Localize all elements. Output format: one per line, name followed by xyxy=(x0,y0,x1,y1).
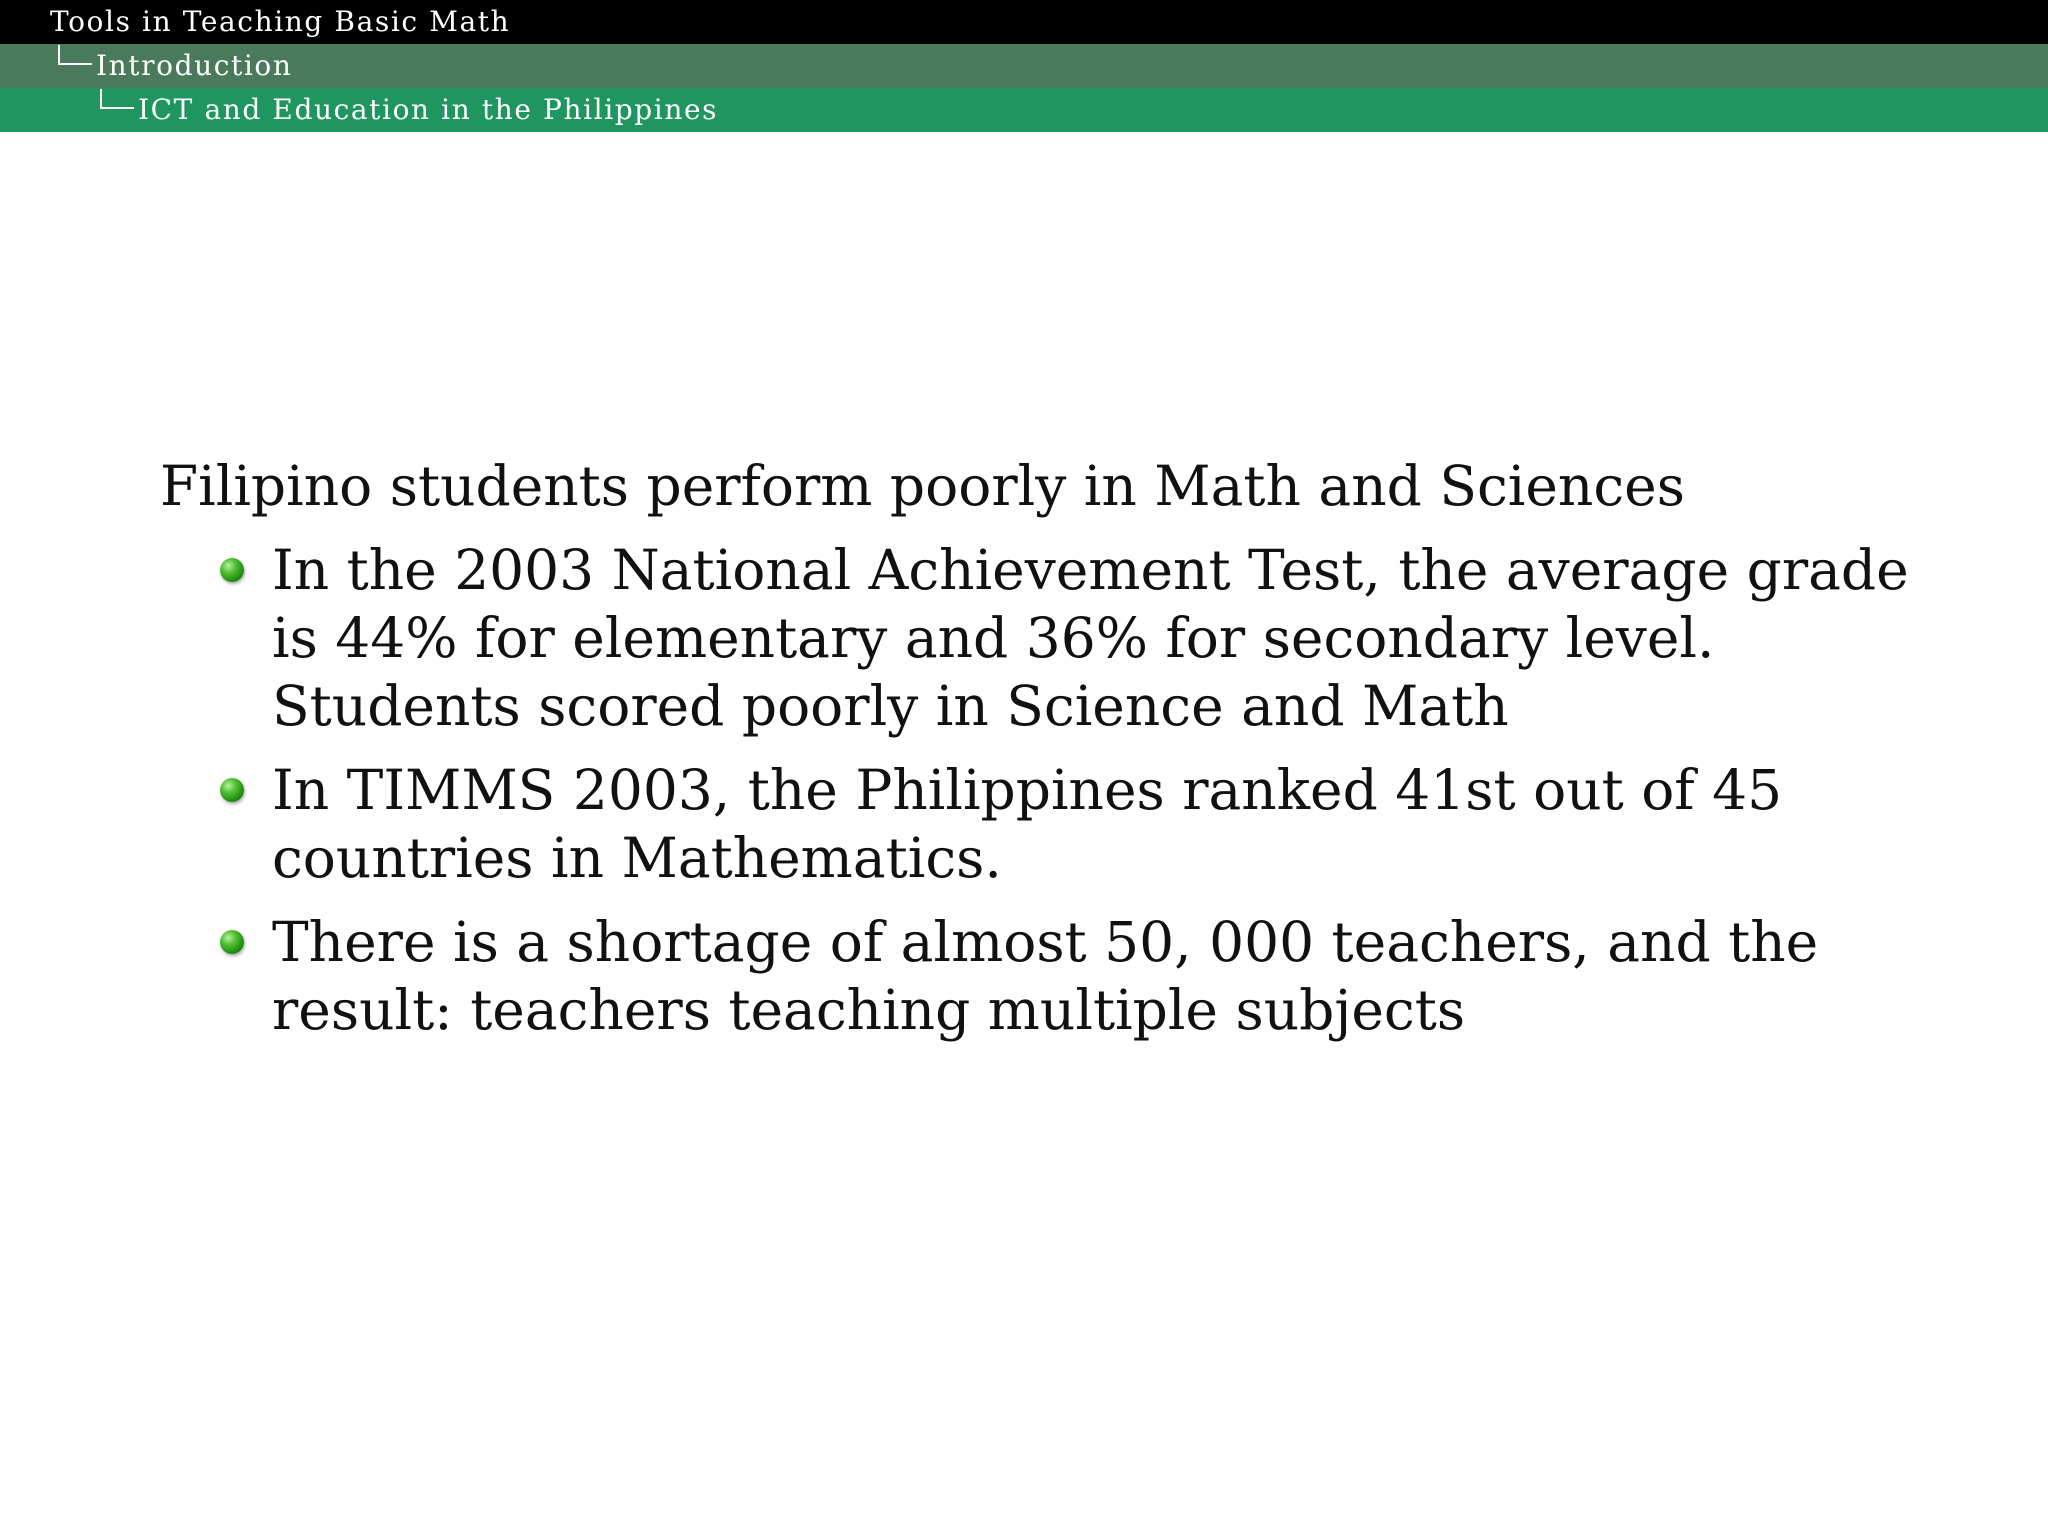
bullet-text: In the 2003 National Achievement Test, the average grade is 44% for elementary and 36% for secondary level. Students scored poorly in Science and Math xyxy=(272,538,1909,738)
bullet-text: In TIMMS 2003, the Philippines ranked 41st out of 45 countries in Mathematics. xyxy=(272,758,1783,890)
header-section-bar xyxy=(0,44,2048,88)
bullet-item xyxy=(160,908,1920,1044)
header-subsection-bar xyxy=(0,88,2048,132)
bullet-list xyxy=(160,536,1920,1044)
bullet-ball-icon xyxy=(220,930,244,954)
presentation-title: Tools in Teaching Basic Math xyxy=(50,5,511,38)
tree-branch-icon xyxy=(58,45,92,65)
header-title-bar xyxy=(0,0,2048,44)
slide-content xyxy=(160,452,1920,1060)
subsection-title: ICT and Education in the Philippines xyxy=(138,93,719,126)
tree-branch-icon xyxy=(100,89,134,109)
bullet-ball-icon xyxy=(220,558,244,582)
bullet-item xyxy=(160,756,1920,892)
section-title: Introduction xyxy=(96,49,293,82)
lead-sentence: Filipino students perform poorly in Math and Sciences xyxy=(160,454,1685,518)
bullet-item xyxy=(160,536,1920,740)
bullet-text: There is a shortage of almost 50, 000 teachers, and the result: teachers teaching multiple subjects xyxy=(272,910,1819,1042)
bullet-ball-icon xyxy=(220,778,244,802)
